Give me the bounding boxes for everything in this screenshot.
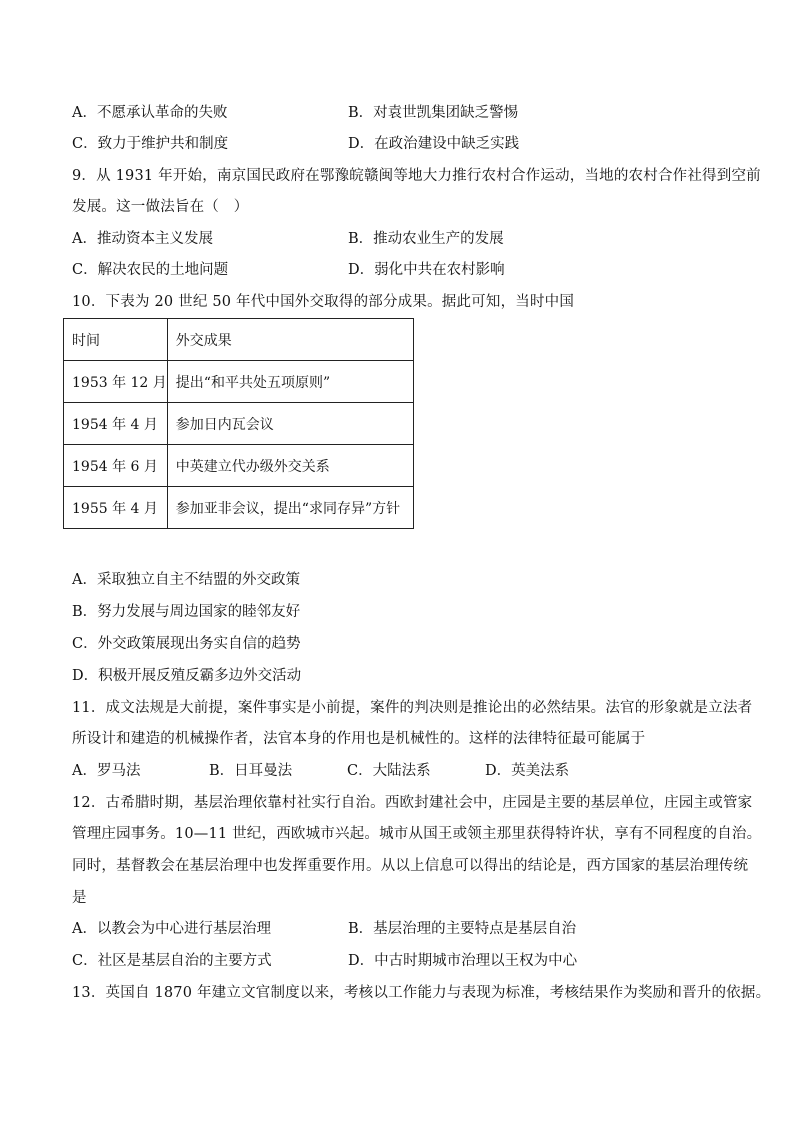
q10-option-a: A．采取独立自主不结盟的外交政策 <box>72 572 300 588</box>
q11-stem-line2: 所设计和建造的机械操作者，法官本身的作用也是机械性的。这样的法律特征最可能属于 <box>72 731 646 747</box>
q8-option-c: C．致力于维护共和制度 <box>72 136 229 152</box>
table-header-row <box>64 319 414 361</box>
q12-option-c: C．社区是基层自治的主要方式 <box>72 953 272 969</box>
q8-option-b: B．对袁世凯集团缺乏警惕 <box>348 105 519 121</box>
table-header-time: 时间 <box>64 319 168 361</box>
table-cell-achievement: 中英建立代办级外交关系 <box>167 445 413 487</box>
q13-stem-line1: 13．英国自 1870 年建立文官制度以来，考核以工作能力与表现为标准，考核结果作为奖励和晋升的依据。 <box>72 985 771 1001</box>
table-row <box>64 487 414 529</box>
q9-option-b: B．推动农业生产的发展 <box>348 231 504 247</box>
table-row <box>64 361 414 403</box>
q11-stem-line1: 11．成文法规是大前提，案件事实是小前提，案件的判决则是推论出的必然结果。法官的形象就是立法者 <box>72 700 753 716</box>
q8-option-a: A．不愿承认革命的失败 <box>72 105 228 121</box>
q12-stem-line2: 管理庄园事务。10—11 世纪，西欧城市兴起。城市从国王或领主那里获得特许状，享有不同程度的自治。 <box>72 826 762 842</box>
table-cell-time: 1954 年 6 月 <box>64 445 168 487</box>
table-cell-achievement: 参加日内瓦会议 <box>167 403 413 445</box>
q11-option-a: A．罗马法 <box>72 763 141 779</box>
q9-stem-line2: 发展。这一做法旨在（ ） <box>72 199 249 215</box>
q12-stem-line4: 是 <box>72 890 87 906</box>
q9-option-c: C．解决农民的土地问题 <box>72 262 229 278</box>
q12-stem-line3: 同时，基督教会在基层治理中也发挥重要作用。从以上信息可以得出的结论是，西方国家的基层治理传统 <box>72 858 749 874</box>
q12-option-b: B．基层治理的主要特点是基层自治 <box>348 921 577 937</box>
q12-option-d: D．中古时期城市治理以王权为中心 <box>348 953 578 969</box>
q10-option-b: B．努力发展与周边国家的睦邻友好 <box>72 604 301 620</box>
table-cell-achievement: 提出“和平共处五项原则” <box>167 361 413 403</box>
table-cell-time: 1955 年 4 月 <box>64 487 168 529</box>
diplomacy-achievements-table <box>63 318 414 529</box>
q9-option-d: D．弱化中共在农村影响 <box>348 262 505 278</box>
q8-option-d: D．在政治建设中缺乏实践 <box>348 136 520 152</box>
table-cell-achievement: 参加亚非会议，提出“求同存异”方针 <box>167 487 413 529</box>
q10-stem: 10．下表为 20 世纪 50 年代中国外交取得的部分成果。据此可知，当时中国 <box>72 294 575 310</box>
table-row <box>64 403 414 445</box>
q10-option-d: D．积极开展反殖反霸多边外交活动 <box>72 668 302 684</box>
q12-stem-line1: 12．古希腊时期，基层治理依靠村社实行自治。西欧封建社会中，庄园是主要的基层单位，庄园主或管家 <box>72 795 753 811</box>
q11-option-b: B．日耳曼法 <box>209 763 293 779</box>
table-cell-time: 1954 年 4 月 <box>64 403 168 445</box>
q11-option-c: C．大陆法系 <box>347 763 431 779</box>
q10-option-c: C．外交政策展现出务实自信的趋势 <box>72 636 301 652</box>
q9-stem-line1: 9．从 1931 年开始，南京国民政府在鄂豫皖赣闽等地大力推行农村合作运动，当地的农村合作社得到空前 <box>72 168 761 184</box>
q9-option-a: A．推动资本主义发展 <box>72 231 213 247</box>
table-header-achievement: 外交成果 <box>167 319 413 361</box>
q12-option-a: A．以教会为中心进行基层治理 <box>72 921 271 937</box>
table-row <box>64 445 414 487</box>
table-cell-time: 1953 年 12 月 <box>64 361 168 403</box>
q11-option-d: D．英美法系 <box>485 763 570 779</box>
